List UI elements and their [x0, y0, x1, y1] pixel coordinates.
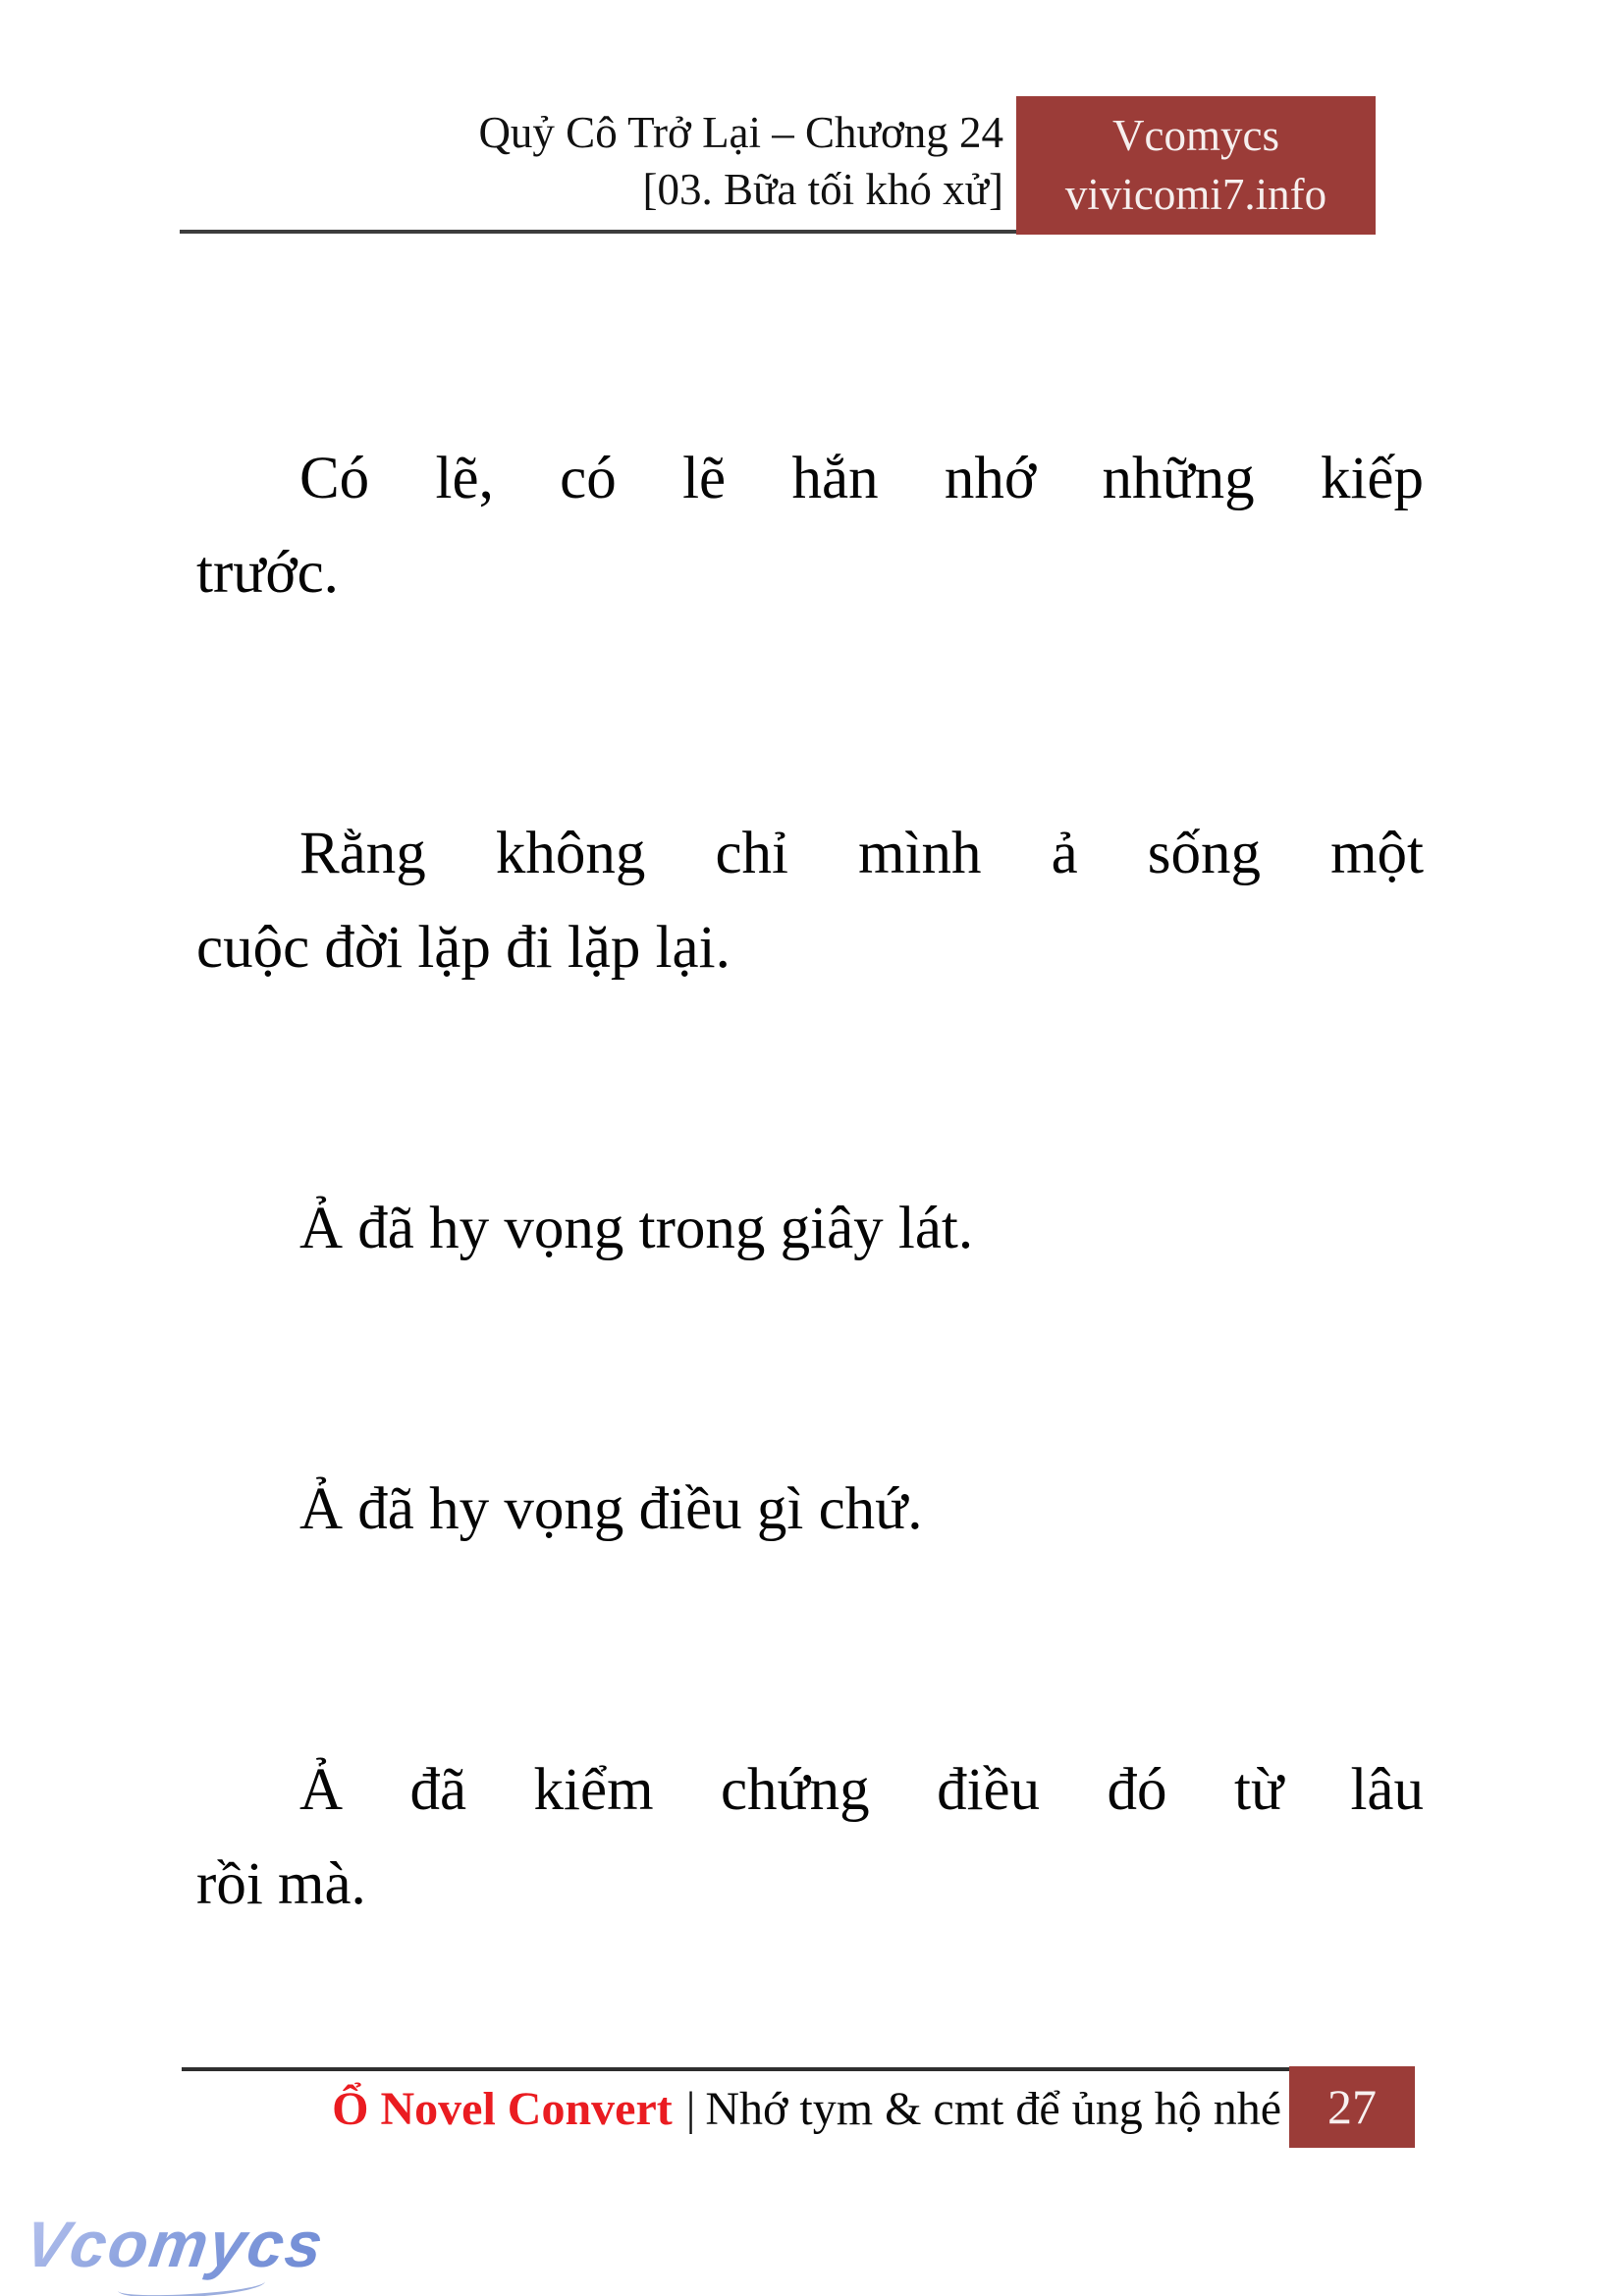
page-number-badge — [1289, 2066, 1415, 2148]
header-divider — [180, 230, 1016, 234]
footer-brand: Ổ Novel Convert — [332, 2083, 673, 2135]
paragraph — [196, 432, 1424, 620]
brand-name: Vcomycs — [1112, 111, 1279, 160]
brand-box — [1016, 96, 1376, 235]
paragraph-line: trước. — [196, 540, 339, 606]
paragraph-line: Ả đã hy vọng trong giây lát. — [299, 1196, 974, 1261]
paragraph — [196, 1463, 1424, 1557]
page-number: 27 — [1327, 2079, 1377, 2134]
paragraph-line: Ả đã kiểm chứng điều đó từ lâu — [299, 1757, 1424, 1823]
paragraph — [196, 1743, 1424, 1932]
paragraph-line: Có lẽ, có lẽ hắn nhớ những kiếp — [299, 446, 1424, 511]
footer-separator: | — [685, 2083, 696, 2135]
paragraph — [196, 1182, 1424, 1276]
paragraph-line: Ả đã hy vọng điều gì chứ. — [299, 1476, 923, 1542]
paragraph-line: Rằng không chỉ mình ả sống một — [299, 821, 1424, 886]
chapter-title: Quỷ Cô Trở Lại – Chương 24 — [478, 108, 1003, 157]
header-title-block — [196, 104, 1003, 218]
paragraph-line: cuộc đời lặp đi lặp lại. — [196, 915, 731, 981]
chapter-subtitle: [03. Bữa tối khó xử] — [642, 165, 1003, 214]
footer-divider — [182, 2067, 1289, 2071]
vcomycs-watermark-logo: Vcomycs — [20, 2208, 330, 2280]
paragraph — [196, 807, 1424, 995]
brand-url: vivicomi7.info — [1064, 170, 1327, 219]
footer-note: Nhớ tym & cmt để ủng hộ nhé — [705, 2083, 1281, 2135]
footer-text — [196, 2079, 1281, 2140]
paragraph-line: rồi mà. — [196, 1851, 366, 1917]
body-text — [196, 432, 1424, 2118]
